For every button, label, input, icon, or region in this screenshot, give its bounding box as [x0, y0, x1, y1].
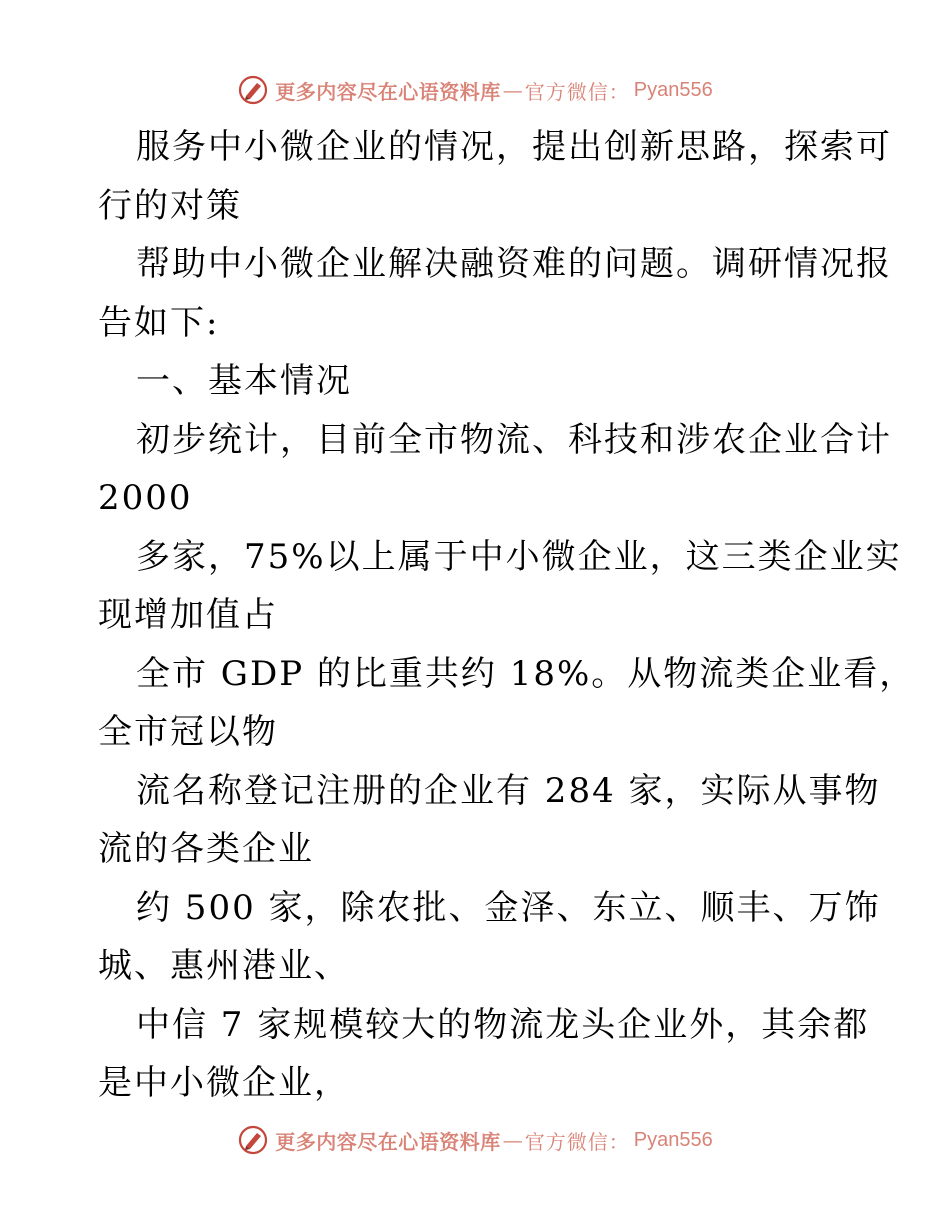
text-line: 帮助中小微企业解决融资难的问题。调研情况报	[136, 244, 892, 284]
banner-wechat-label: 官方微信：	[524, 1129, 630, 1154]
pen-logo-icon	[237, 1124, 269, 1156]
text-line: 全市冠以物	[98, 712, 278, 752]
text-line: 流名称登记注册的企业有 284 家，实际从事物	[136, 770, 881, 811]
banner-wechat-id: Pyan556	[633, 78, 713, 101]
text-line: 行的对策	[98, 185, 242, 226]
text-line: 多家，75%以上属于中小微企业，这三类企业实	[136, 536, 902, 577]
banner-wechat-label: 官方微信：	[524, 79, 630, 104]
section-heading: 一、基本情况	[136, 361, 352, 401]
banner-dash: —	[502, 1128, 523, 1152]
footer-banner	[0, 1120, 950, 1160]
text-line: 服务中小微企业的情况，提出创新思路，探索可	[136, 127, 892, 167]
banner-wechat-id: Pyan556	[633, 1128, 713, 1151]
text-line: 城、惠州港业、	[98, 946, 350, 986]
text-line: 约 500 家，除农批、金泽、东立、顺丰、万饰	[136, 887, 881, 928]
text-line: 告如下:	[98, 302, 220, 343]
text-line: 中信 7 家规模较大的物流龙头企业外，其余都	[136, 1004, 870, 1045]
pen-logo-icon	[237, 74, 269, 106]
text-line: 现增加值占	[98, 595, 278, 635]
banner-site-text: 更多内容尽在心语资料库	[275, 1129, 501, 1154]
text-line: 是中小微企业，	[98, 1063, 350, 1103]
text-line: 初步统计，目前全市物流、科技和涉农企业合计	[136, 419, 892, 460]
banner-site-text: 更多内容尽在心语资料库	[275, 79, 501, 104]
text-line: 2000	[98, 478, 193, 518]
text-line: 流的各类企业	[98, 829, 314, 869]
header-banner	[0, 70, 950, 110]
document-body	[98, 118, 916, 1113]
text-line: 全市 GDP 的比重共约 18%。从物流类企业看，	[136, 653, 916, 694]
banner-dash: —	[502, 78, 523, 102]
